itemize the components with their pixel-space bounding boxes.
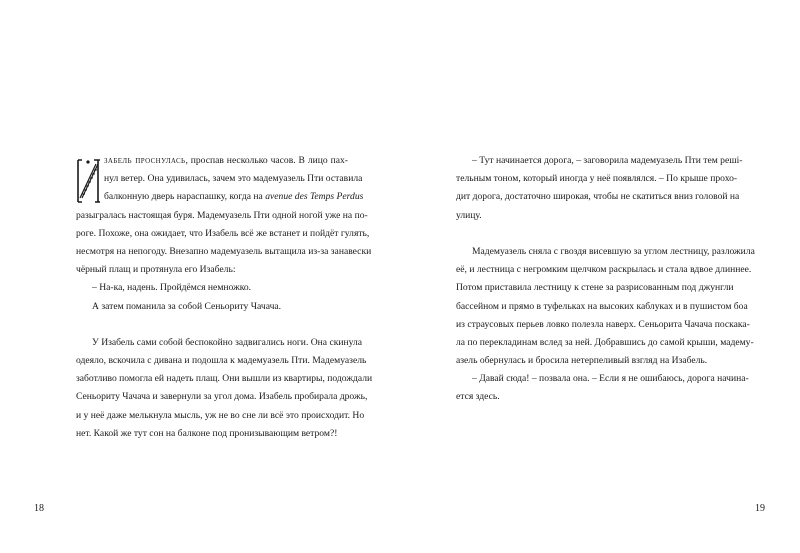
line-text: А затем поманила за собой Сеньориту Чачача. [92,300,282,312]
text-line [76,407,365,425]
text-line [76,425,348,443]
text-line [456,316,750,334]
line-text: – На-ка, надень. Пройдёмся немножко. [92,282,252,294]
right-page [400,0,800,553]
line-text: ется здесь. [456,391,500,403]
line-text: улицу. [456,209,482,221]
text-line [76,279,348,297]
text-line [456,298,748,316]
text-line [456,152,743,170]
line-text: Потом приставила лестницу к стене за разрисованным под джунгли [456,282,734,294]
line-text: одеяло, вскочила с дивана и подошла к мадемуазель Пти. Мадемуазель [76,355,367,367]
text-line [76,225,370,243]
text-line [456,261,752,279]
text-line [456,388,730,406]
line-text: дит дорога, достаточно широкая, чтобы не скатиться вниз головой на [456,191,740,203]
left-page-text [76,152,373,443]
line-text: , проспав несколько часов. В лицо пах- [185,155,348,166]
text-line [456,334,754,352]
line-text: нет. Какой же тут сон на балконе под пронизывающим ветром?! [76,427,338,439]
text-line [76,298,348,316]
paragraph-gap [76,316,348,334]
line-text: разыгралась настоящая буря. Мадемуазель Пти одной ногой уже на по- [76,209,368,221]
paragraph-gap [456,225,730,243]
text-line [456,243,755,261]
text-line [456,352,730,370]
opening-small-caps: забель проснулась [104,155,186,166]
line-text: роге. Похоже, она ожидает, что Изабель всё же встанет и пойдёт гулять, [76,227,370,239]
line-text: – Давай сюда! – позвала она. – Если я не ошибаюсь, дорога начина- [472,373,749,385]
text-line [76,188,364,206]
italic-street-name: avenue des Temps Perdus [265,191,364,203]
dropcap-letter [80,160,109,204]
line-text: несмотря на непогоду. Внезапно мадемуазель вытащила из-за занавески [76,245,372,257]
line-text: У Изабель сами собой беспокойно задвигались ноги. Она скинула [92,336,363,348]
text-line [456,188,740,206]
text-line [76,170,363,188]
line-text: и у неё даже мелькнула мысль, уж не во сне ли всё это происходит. Но [76,409,365,421]
right-page-text [456,152,755,407]
text-line [76,352,367,370]
line-text: нул ветер. Она удивилась, зачем это мадемуазель Пти оставила [104,173,363,185]
text-line [76,152,348,170]
line-text: заботливо помогла ей надеть плащ. Они вышли из квартиры, подождали [76,373,373,385]
line-text: Мадемуазель сняла с гвоздя висевшую за углом лестницу, разложила [472,245,755,257]
line-text: балконную дверь нараспашку, когда на [104,191,263,203]
line-text: чёрный плащ и протянула его Изабель: [76,264,236,276]
line-text: из страусовых перьев ловко полезла наверх. Сеньорита Чачача поскака- [456,318,750,330]
text-line [76,370,373,388]
text-line [456,170,738,188]
text-line [76,334,363,352]
line-text: азель обернулась и бросила нетерпеливый взгляд на Изабель. [456,355,708,367]
text-line [456,207,730,225]
text-line [456,279,734,297]
page-number-left: 18 [34,503,44,514]
line-text: бассейном и прямо в туфельках на высоких каблуках и в пушистом боа [456,300,748,312]
text-line [76,261,348,279]
line-text: – Тут начинается дорога, – заговорила мадемуазель Пти тем решi- [472,155,743,166]
line-text: Сеньориту Чачача и завернули за угол дома. Изабель пробирала дрожь, [76,391,368,403]
line-text: ла по перекладинам вслед за ней. Добравшись до самой крыши, мадему- [456,336,754,348]
text-line [76,207,368,225]
text-line [76,388,368,406]
line-text: её, и лестница с негромким щелчком раскрылась и стала вдвое длиннее. [456,264,752,276]
text-line [456,370,749,388]
text-line [76,243,372,261]
page-number-right: 19 [755,503,765,514]
line-text: тельным тоном, который иногда у неё появлялся. – По крыше прохо- [456,173,738,185]
